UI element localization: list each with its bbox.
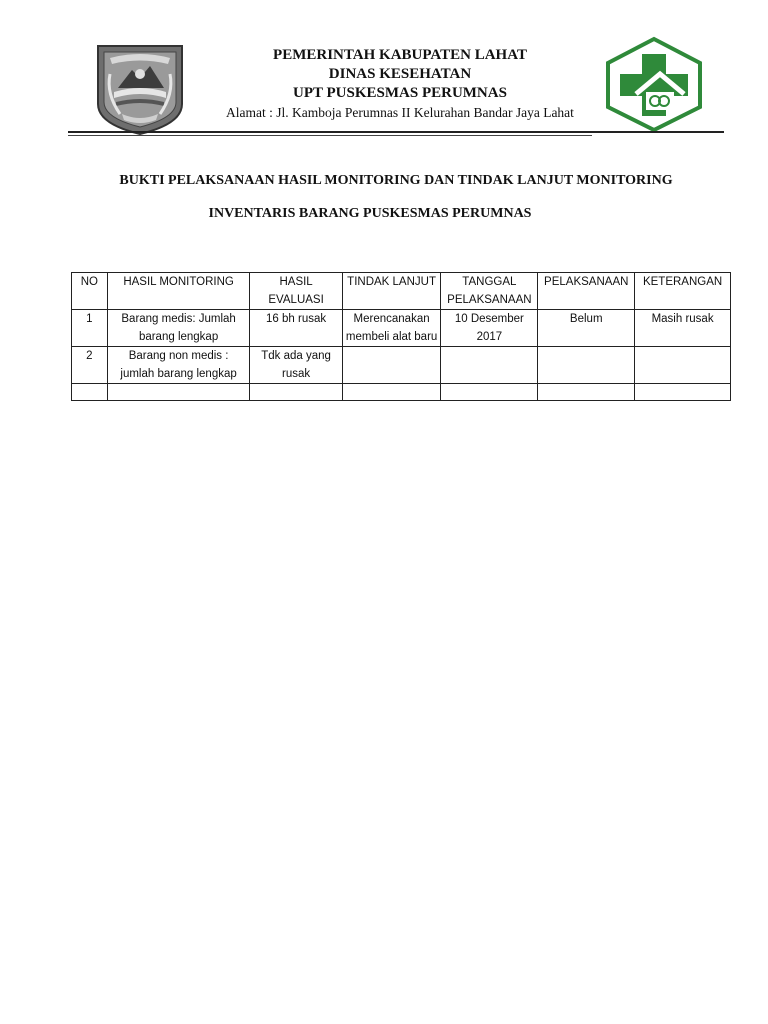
table-header-row [72, 273, 731, 310]
column-header-tindak-lanjut: TINDAK LANJUT [342, 273, 441, 310]
table-cell-no [72, 384, 108, 401]
table-cell-keterangan [635, 347, 731, 384]
puskesmas-logo [602, 36, 706, 132]
column-header-hasil-evaluasi: HASIL EVALUASI [250, 273, 342, 310]
table-cell-tindak-lanjut [342, 347, 441, 384]
kabupaten-lahat-emblem-logo [96, 44, 184, 136]
table-cell-no: 1 [72, 310, 108, 347]
table-cell-tanggal-pelaksanaan [441, 347, 538, 384]
monitoring-table [71, 272, 731, 401]
table-cell-keterangan [635, 384, 731, 401]
letterhead [190, 46, 610, 122]
column-header-tanggal-pelaksanaan: TANGGAL PELAKSANAAN [441, 273, 538, 310]
document-subtitle: INVENTARIS BARANG PUSKESMAS PERUMNAS [208, 206, 532, 221]
table-row [72, 310, 731, 347]
table-cell-tindak-lanjut: Merencanakan membeli alat baru [342, 310, 441, 347]
table-cell-pelaksanaan [538, 384, 635, 401]
table-cell-hasil-monitoring [107, 384, 250, 401]
column-header-hasil-monitoring: HASIL MONITORING [107, 273, 250, 310]
table-row [72, 347, 731, 384]
table-cell-tindak-lanjut [342, 384, 441, 401]
table-cell-keterangan: Masih rusak [635, 310, 731, 347]
table-cell-pelaksanaan [538, 347, 635, 384]
table-cell-hasil-evaluasi [250, 384, 342, 401]
table-cell-hasil-monitoring: Barang non medis : jumlah barang lengkap [107, 347, 250, 384]
column-header-pelaksanaan: PELAKSANAAN [538, 273, 635, 310]
letterhead-address: Alamat : Jl. Kamboja Perumnas II Kelurahan Bandar Jaya Lahat [226, 105, 574, 120]
table-cell-pelaksanaan: Belum [538, 310, 635, 347]
document-title: BUKTI PELAKSANAAN HASIL MONITORING DAN TINDAK LANJUT MONITORING [119, 173, 673, 188]
table-cell-hasil-evaluasi: 16 bh rusak [250, 310, 342, 347]
table-cell-tanggal-pelaksanaan [441, 384, 538, 401]
table-cell-no: 2 [72, 347, 108, 384]
header-divider-thin [68, 135, 592, 136]
letterhead-government: PEMERINTAH KABUPATEN LAHAT [273, 47, 527, 63]
table-row-empty [72, 384, 731, 401]
table-cell-hasil-evaluasi: Tdk ada yang rusak [250, 347, 342, 384]
column-header-keterangan: KETERANGAN [635, 273, 731, 310]
letterhead-department: DINAS KESEHATAN [328, 66, 472, 82]
header-divider [68, 131, 724, 133]
table-cell-hasil-monitoring: Barang medis: Jumlah barang lengkap [107, 310, 250, 347]
letterhead-unit: UPT PUSKESMAS PERUMNAS [293, 85, 507, 101]
table-cell-tanggal-pelaksanaan: 10 Desember 2017 [441, 310, 538, 347]
column-header-no: NO [72, 273, 108, 310]
